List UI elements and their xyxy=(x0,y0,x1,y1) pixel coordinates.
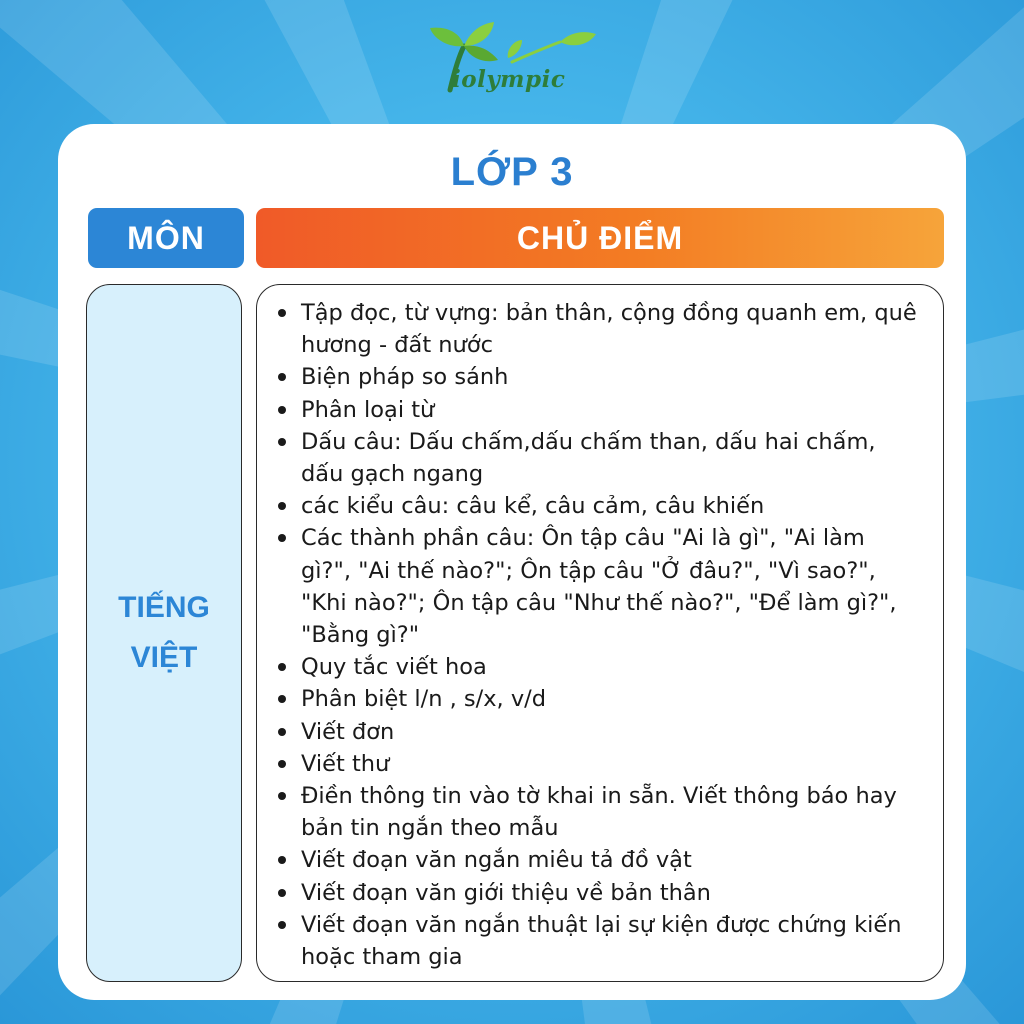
list-item: Viết đoạn văn ngắn thuật lại sự kiện được chứng kiến hoặc tham gia xyxy=(301,909,921,973)
subject-cell xyxy=(86,284,242,982)
page-title: LỚP 3 xyxy=(450,150,574,194)
list-item: Viết đoạn văn giới thiệu về bản thân xyxy=(301,877,921,909)
subject-name-line-2: VIỆT xyxy=(130,641,198,674)
sprout-leaf-icon xyxy=(420,18,620,108)
list-item: Phân loại từ xyxy=(301,394,921,426)
subject-column-header: MÔN xyxy=(88,208,244,268)
list-item: Điền thông tin vào tờ khai in sẵn. Viết thông báo hay bản tin ngắn theo mẫu xyxy=(301,780,921,844)
list-item: Phân biệt l/n , s/x, v/d xyxy=(301,683,921,715)
list-item: Các thành phần câu: Ôn tập câu "Ai là gì", "Ai làm gì?", "Ai thế nào?"; Ôn tập câu "Ở đâu?", "Vì sao?", "Khi nào?"; Ôn tập câu "Như thế nào?", "Để làm gì?", "Bằng gì?" xyxy=(301,522,921,651)
list-item: Viết đơn xyxy=(301,716,921,748)
list-item: Biện pháp so sánh xyxy=(301,361,921,393)
subject-name-line-1: TIẾNG xyxy=(118,591,210,624)
list-item: Tập đọc, từ vựng: bản thân, cộng đồng quanh em, quê hương - đất nước xyxy=(301,297,921,361)
list-item: Viết đoạn văn ngắn miêu tả đồ vật xyxy=(301,844,921,876)
topic-list xyxy=(301,297,921,973)
list-item: Dấu câu: Dấu chấm,dấu chấm than, dấu hai chấm, dấu gạch ngang xyxy=(301,426,921,490)
brand-name: iolympic xyxy=(452,66,566,93)
list-item: Viết thư xyxy=(301,748,921,780)
topic-cell xyxy=(256,284,944,982)
list-item: Quy tắc viết hoa xyxy=(301,651,921,683)
topic-column-header: CHỦ ĐIỂM xyxy=(256,208,944,268)
list-item: các kiểu câu: câu kể, câu cảm, câu khiến xyxy=(301,490,921,522)
